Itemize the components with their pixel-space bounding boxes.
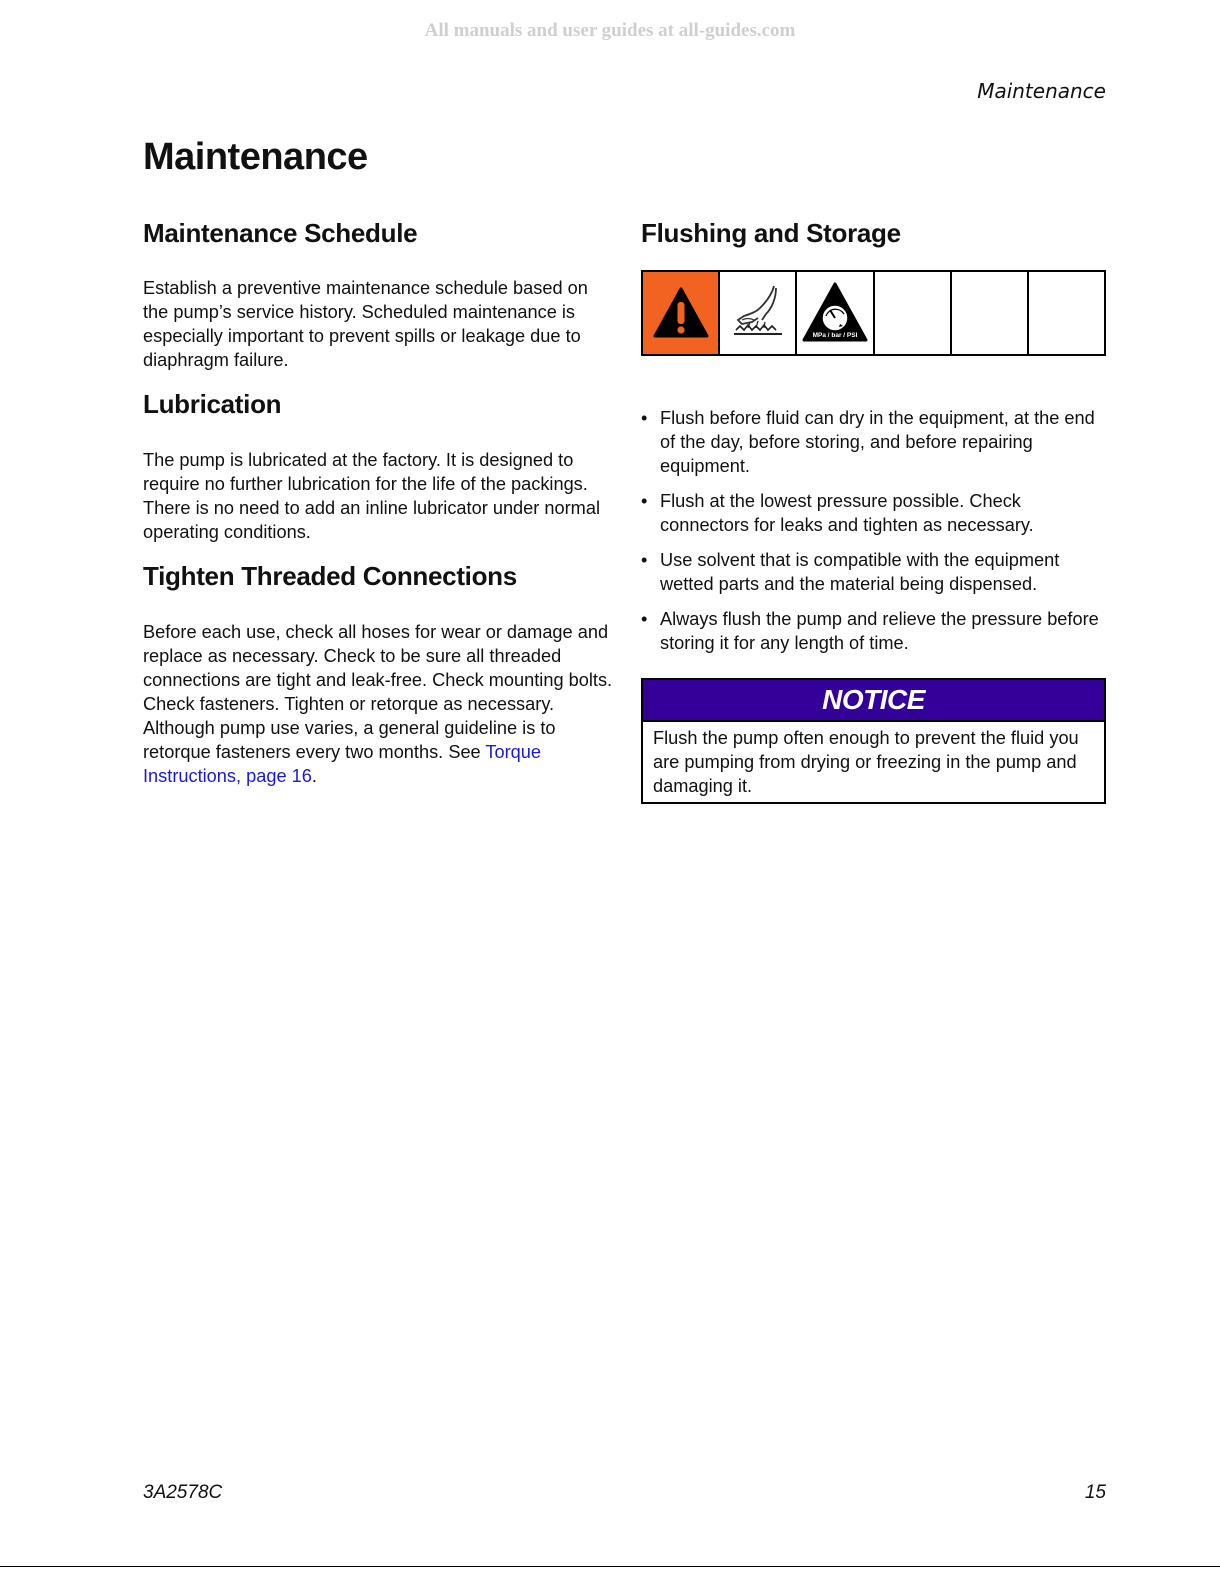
bullet-text: Flush before fluid can dry in the equipment, at the end of the day, before storing, and before repairing equipment. (660, 408, 1095, 476)
skin-injection-hand-icon (728, 282, 788, 344)
hazard-icon-table (641, 270, 1106, 356)
warning-cell (643, 272, 720, 354)
bullet-text: Flush at the lowest pressure possible. Check connectors for leaks and tighten as necessary. (660, 491, 1034, 535)
empty-icon-cell (875, 272, 952, 354)
tighten-connections-section (143, 561, 613, 788)
bullet-dot: • (641, 408, 648, 428)
bullet-item (641, 548, 1106, 596)
bullet-text: Always flush the pump and relieve the pressure before storing it for any length of time. (660, 609, 1099, 653)
lubrication-body: The pump is lubricated at the factory. It is designed to require no further lubrication for the life of the packings. There is no need to add an inline lubricator under normal operating conditions. (143, 450, 600, 542)
lubrication-heading: Lubrication (143, 389, 282, 419)
notice-title: NOTICE (643, 680, 1104, 722)
lubrication-section (143, 389, 613, 544)
empty-icon-cell (952, 272, 1029, 354)
bullet-item (641, 607, 1106, 655)
bullet-text: Use solvent that is compatible with the equipment wetted parts and the material being dispensed. (660, 550, 1060, 594)
running-head: Maintenance (977, 79, 1106, 103)
pressure-cell (797, 272, 874, 354)
flushing-bullet-list (641, 406, 1106, 655)
tighten-connections-heading: Tighten Threaded Connections (143, 561, 517, 591)
watermark: All manuals and user guides at all-guides.com (424, 20, 796, 41)
pressure-gauge-icon (800, 280, 870, 346)
bullet-dot: • (641, 609, 648, 629)
bottom-rule (0, 1566, 1220, 1567)
page-title: Maintenance (143, 136, 368, 178)
page-number: 15 (1084, 1482, 1106, 1503)
pressure-unit-label: MPa / bar / PSI (812, 332, 858, 339)
tighten-connections-text: Before each use, check all hoses for wear or damage and replace as necessary. Check to be sure all threaded connections are tight and leak-free. Check mounting bolts. Check fasteners. Tighten or retorque as necessary. Although pump use varies, a general guideline is to retorque fasteners every two months. (143, 622, 613, 762)
maintenance-schedule-body: Establish a preventive maintenance schedule based on the pump’s service history. Scheduled maintenance is especially important to prevent spills or leakage due to diaphragm failure. (143, 278, 588, 370)
sentence-period: . (311, 766, 317, 786)
tighten-connections-body (143, 620, 613, 788)
notice-box (641, 678, 1106, 804)
maintenance-schedule-section (143, 218, 613, 372)
left-column (143, 218, 613, 788)
right-column (641, 218, 1106, 804)
maintenance-schedule-heading: Maintenance Schedule (143, 218, 418, 248)
empty-icon-cell (1029, 272, 1104, 354)
bullet-item (641, 489, 1106, 537)
skin-injection-cell (720, 272, 797, 354)
bullet-dot: • (641, 550, 648, 570)
see-prefix: See (448, 742, 481, 762)
torque-instructions-link[interactable]: Torque Instructions, page 16 (143, 742, 542, 786)
bullet-dot: • (641, 491, 648, 511)
flushing-storage-heading: Flushing and Storage (641, 218, 901, 248)
notice-body: Flush the pump often enough to prevent the fluid you are pumping from drying or freezing in the pump and damaging it. (653, 728, 1079, 796)
warning-exclamation-icon (652, 286, 710, 340)
document-number: 3A2578C (143, 1482, 223, 1503)
bullet-item (641, 406, 1106, 478)
